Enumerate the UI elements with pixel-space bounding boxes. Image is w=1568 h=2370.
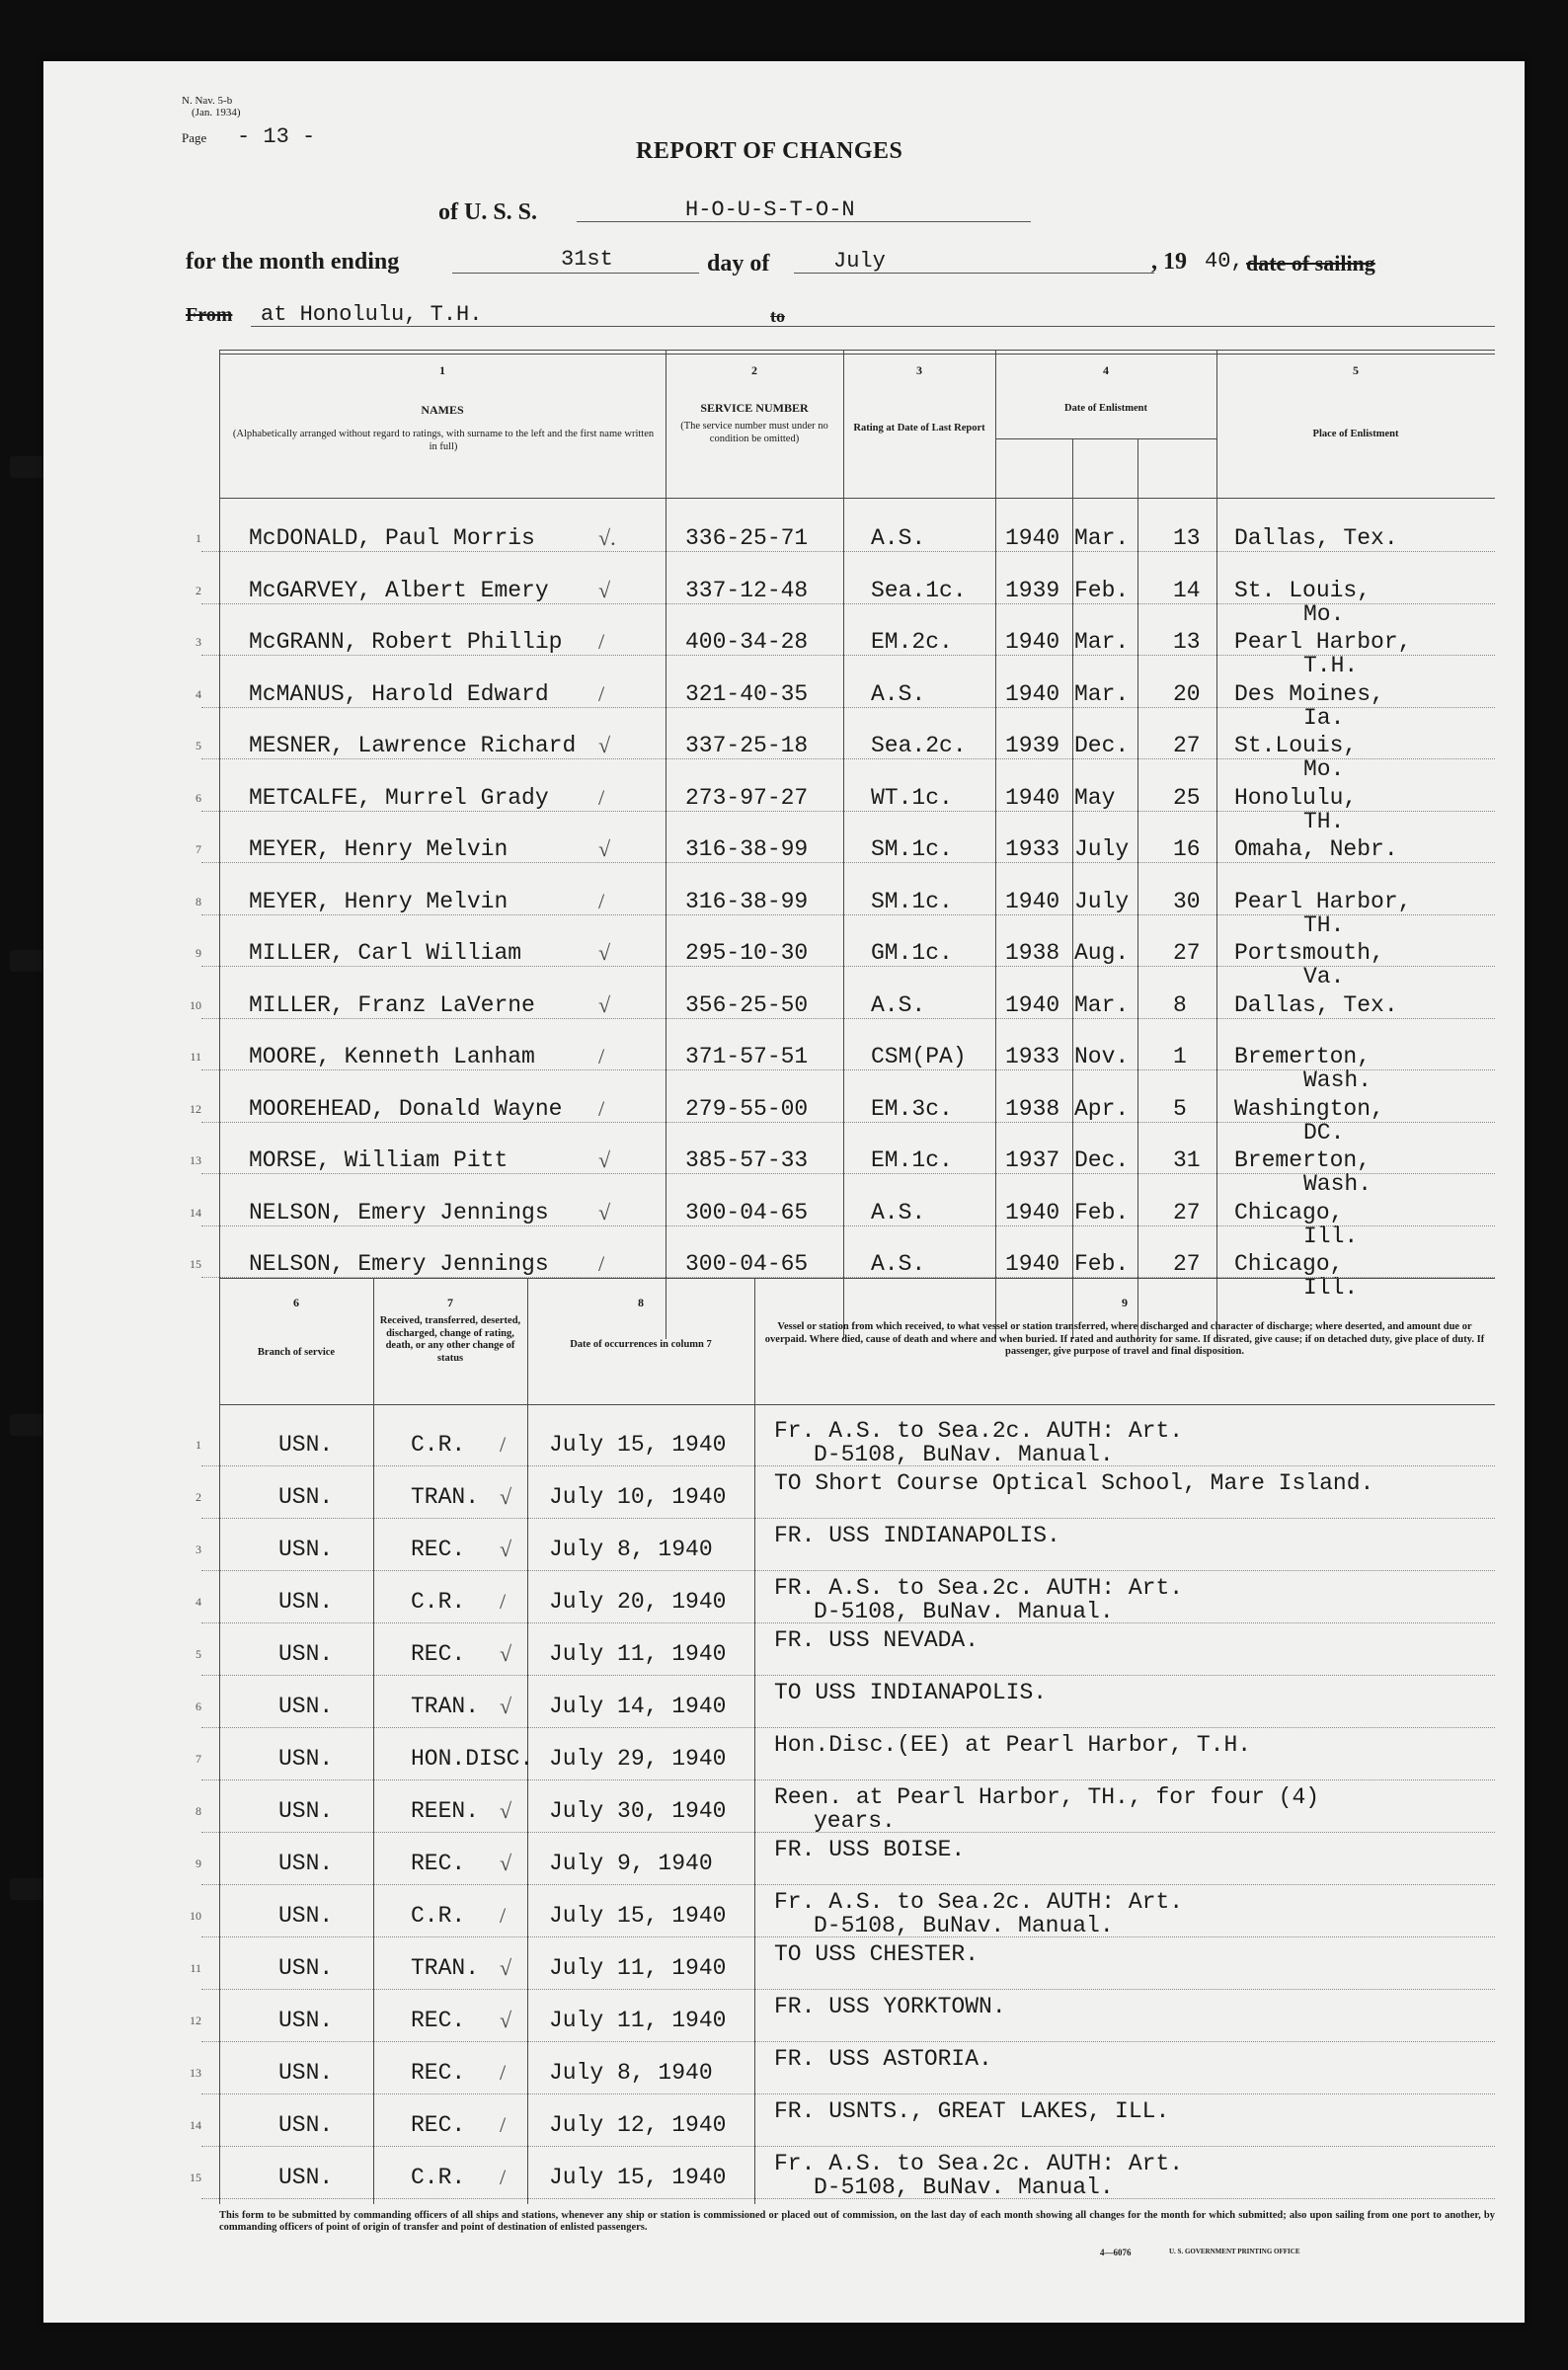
place-cell: Chicago, [1234,1199,1344,1225]
service-number-cell: 321-40-35 [685,680,809,707]
col-place-header: Place of Enlistment [1312,429,1399,439]
rating-cell: A.S. [871,1251,926,1277]
name-cell: METCALFE, Murrel Grady [249,784,549,811]
name-cell: McGRANN, Robert Phillip [249,629,563,655]
name-cell: MEYER, Henry Melvin [249,888,509,914]
check-mark: / [500,2165,507,2189]
col7-number: 7 [447,1296,453,1309]
enlist-month-cell: Mar. [1074,629,1130,655]
printer-name: U. S. GOVERNMENT PRINTING OFFICE [1169,2248,1300,2255]
branch-cell: USN. [278,1955,334,1981]
col-service-number-note: (The service number must under no condition be omitted) [680,421,828,444]
rating-cell: SM.1c. [871,836,953,862]
row-number: 15 [190,2171,201,2184]
enlist-year-cell: 1940 [1005,525,1060,551]
col6-number: 6 [293,1296,299,1309]
date-cell: July 11, 1940 [549,1641,727,1667]
name-cell: MILLER, Carl William [249,940,522,966]
from-value: at Honolulu, T.H. [261,302,483,327]
date-cell: July 8, 1940 [549,2060,713,2086]
row-number: 12 [190,2014,201,2027]
branch-cell: USN. [278,1851,334,1876]
branch-cell: USN. [278,1432,334,1458]
enlist-month-cell: Feb. [1074,1199,1130,1225]
ship-label: of U. S. S. [438,199,538,225]
enlist-day-cell: 13 [1173,525,1201,551]
remarks-cont-cell: D-5108, BuNav. Manual. [814,1913,1114,1938]
change-cell: REEN. [411,1798,480,1824]
place-cont-cell: Ill. [1303,1275,1359,1301]
report-page [43,61,1525,2323]
row-number: 11 [190,1050,201,1064]
date-cell: July 11, 1940 [549,2008,727,2033]
name-cell: MEYER, Henry Melvin [249,836,509,862]
branch-cell: USN. [278,2165,334,2190]
check-mark: √ [598,836,611,861]
name-cell: NELSON, Emery Jennings [249,1251,549,1277]
row-number: 7 [196,842,201,856]
check-mark: √ [500,1641,512,1666]
enlist-month-cell: Dec. [1074,1147,1130,1173]
enlist-day-cell: 25 [1173,784,1201,811]
place-cell: St. Louis, [1234,577,1372,603]
check-mark: √ [500,1851,512,1875]
check-mark: √ [500,2008,512,2032]
change-cell: REC. [411,1851,466,1876]
row-number: 4 [196,1595,201,1609]
change-cell: TRAN. [411,1694,480,1719]
enlist-year-cell: 1940 [1005,888,1060,914]
page-label: Page [182,130,207,145]
enlist-year-cell: 1940 [1005,1199,1060,1225]
name-cell: MILLER, Franz LaVerne [249,991,535,1018]
rating-cell: EM.2c. [871,629,953,655]
enlist-month-cell: May [1074,784,1116,811]
date-cell: July 12, 1940 [549,2112,727,2138]
check-mark: / [598,629,605,654]
enlist-month-cell: July [1074,888,1130,914]
branch-cell: USN. [278,1641,334,1667]
enlist-month-cell: Mar. [1074,991,1130,1018]
branch-cell: USN. [278,2008,334,2033]
service-number-cell: 356-25-50 [685,991,809,1018]
row-number: 13 [190,1153,201,1167]
row-number: 1 [196,1438,201,1452]
rating-cell: EM.3c. [871,1095,953,1122]
month-label: for the month ending [186,249,400,275]
remarks-cell: TO USS CHESTER. [774,1941,980,1967]
enlist-year-cell: 1938 [1005,940,1060,966]
enlist-year-cell: 1939 [1005,733,1060,758]
branch-cell: USN. [278,1537,334,1562]
row-number: 6 [196,790,201,805]
enlist-day-cell: 13 [1173,629,1201,655]
place-cell: Bremerton, [1234,1044,1372,1069]
row-number: 12 [190,1101,201,1116]
enlist-month-cell: Mar. [1074,525,1130,551]
rating-cell: EM.1c. [871,1147,953,1173]
name-cell: MORSE, William Pitt [249,1147,509,1173]
row-number: 3 [196,1542,201,1556]
row-number: 2 [196,583,201,597]
col5-number: 5 [1353,363,1359,377]
enlist-month-cell: Mar. [1074,680,1130,707]
rating-cell: A.S. [871,525,926,551]
place-cell: Chicago, [1234,1251,1344,1277]
change-cell: C.R. [411,1432,466,1458]
change-cell: C.R. [411,2165,466,2190]
check-mark: √ [500,1537,512,1561]
row-number: 1 [196,531,201,545]
name-cell: McMANUS, Harold Edward [249,680,549,707]
date-cell: July 15, 1940 [549,2165,727,2190]
branch-cell: USN. [278,1589,334,1615]
service-number-cell: 371-57-51 [685,1044,809,1069]
check-mark: / [598,888,605,913]
place-cont-cell: Wash. [1303,1067,1372,1093]
enlist-year-cell: 1938 [1005,1095,1060,1122]
check-mark: √ [598,733,611,757]
check-mark: / [500,2060,507,2085]
check-mark: √ [598,1147,611,1172]
col3-number: 3 [916,363,922,377]
remarks-cell: FR. USNTS., GREAT LAKES, ILL. [774,2098,1170,2124]
remarks-cell: TO Short Course Optical School, Mare Island. [774,1470,1374,1496]
branch-cell: USN. [278,1746,334,1772]
place-cont-cell: Ill. [1303,1223,1359,1249]
rating-cell: GM.1c. [871,940,953,966]
page-number: - 13 - [237,124,316,149]
remarks-cont-cell: D-5108, BuNav. Manual. [814,1442,1114,1467]
row-number: 3 [196,635,201,649]
row-number: 2 [196,1490,201,1504]
branch-cell: USN. [278,1694,334,1719]
name-cell: MOOREHEAD, Donald Wayne [249,1095,563,1122]
row-number: 9 [196,1856,201,1870]
enlist-day-cell: 27 [1173,733,1201,758]
rating-cell: Sea.1c. [871,577,967,603]
row-number: 11 [190,1961,201,1975]
name-cell: MESNER, Lawrence Richard [249,733,577,758]
change-cell: C.R. [411,1589,466,1615]
date-cell: July 14, 1940 [549,1694,727,1719]
check-mark: √ [598,940,611,965]
remarks-cell: Reen. at Pearl Harbor, TH., for four (4) [774,1784,1320,1810]
service-number-cell: 337-25-18 [685,733,809,758]
date-cell: July 15, 1940 [549,1903,727,1929]
place-cell: Omaha, Nebr. [1234,836,1398,862]
place-cell: Dallas, Tex. [1234,525,1398,551]
check-mark: √ [598,991,611,1017]
remarks-cont-cell: D-5108, BuNav. Manual. [814,2174,1114,2200]
enlist-day-cell: 8 [1173,991,1187,1018]
place-cont-cell: T.H. [1303,653,1359,678]
enlist-year-cell: 1933 [1005,1044,1060,1069]
remarks-cell: FR. USS BOISE. [774,1837,966,1862]
remarks-cell: TO USS INDIANAPOLIS. [774,1680,1048,1705]
date-cell: July 11, 1940 [549,1955,727,1981]
rating-cell: CSM(PA) [871,1044,967,1069]
place-cell: Honolulu, [1234,784,1358,811]
row-number: 10 [190,997,201,1012]
col1-number: 1 [439,363,445,377]
enlist-month-cell: Aug. [1074,940,1130,966]
enlist-day-cell: 1 [1173,1044,1187,1069]
place-cont-cell: DC. [1303,1119,1345,1146]
enlist-month-cell: Feb. [1074,1251,1130,1277]
check-mark: √ [500,1798,512,1823]
enlist-day-cell: 27 [1173,1251,1201,1277]
change-cell: HON.DISC. [411,1746,534,1772]
row-number: 13 [190,2066,201,2080]
branch-cell: USN. [278,2060,334,2086]
check-mark: / [500,1432,507,1457]
check-mark: / [598,680,605,706]
col-branch-header: Branch of service [257,1347,336,1358]
footer-note: This form to be submitted by commanding officers of all ships and stations, whenever any ship or station is commissioned or placed out of commission, on the last day of each month showing all changes for the month for which submitted; also upon sailing from one port to another, by commanding officers of point of origin of transfer and point of destination of enlisted passengers. [219,2210,1495,2233]
col8-number: 8 [638,1296,644,1309]
page-title: REPORT OF CHANGES [636,138,903,164]
change-cell: REC. [411,2112,466,2138]
row-number: 14 [190,2118,201,2132]
date-cell: July 15, 1940 [549,1432,727,1458]
place-cont-cell: TH. [1303,911,1345,938]
place-cont-cell: Mo. [1303,600,1345,627]
col-change-header: Received, transferred, deserted, discharged, change of rating, death, or any other change of status [379,1315,521,1364]
enlist-year-cell: 1940 [1005,629,1060,655]
row-number: 15 [190,1257,201,1271]
service-number-cell: 273-97-27 [685,784,809,811]
service-number-cell: 337-12-48 [685,577,809,603]
service-number-cell: 316-38-99 [685,836,809,862]
col2-number: 2 [751,363,757,377]
remarks-cont-cell: years. [814,1808,896,1834]
remarks-cell: FR. A.S. to Sea.2c. AUTH: Art. [774,1575,1184,1601]
rating-cell: A.S. [871,1199,926,1225]
row-number: 5 [196,739,201,752]
place-cont-cell: Mo. [1303,756,1345,782]
service-number-cell: 295-10-30 [685,940,809,966]
date-cell: July 29, 1940 [549,1746,727,1772]
branch-cell: USN. [278,1484,334,1510]
service-number-cell: 279-55-00 [685,1095,809,1122]
ship-name: H-O-U-S-T-O-N [685,198,855,222]
remarks-cell: FR. USS ASTORIA. [774,2046,992,2072]
check-mark: / [598,1095,605,1121]
place-cont-cell: Ia. [1303,704,1345,731]
from-label: From [186,304,233,326]
date-cell: July 30, 1940 [549,1798,727,1824]
col-remarks-header: Vessel or station from which received, to what vessel or station transferred, where discharged and character of discharge; where deserted, and amount due or overpaid. Where died, cause of death and where and when buried. If rated and authority for same. If disrated, give cause; if on detached duty, give place of duty. If passenger, give purpose of travel and final disposition. [764,1321,1485,1358]
place-cell: St.Louis, [1234,733,1358,758]
remarks-cell: Hon.Disc.(EE) at Pearl Harbor, T.H. [774,1732,1252,1758]
enlist-month-cell: Nov. [1074,1044,1130,1069]
enlist-day-cell: 16 [1173,836,1201,862]
name-cell: MOORE, Kenneth Lanham [249,1044,535,1069]
date-of-sailing: date of sailing [1246,251,1375,276]
year-suffix: 40, [1205,249,1244,274]
enlist-month-cell: Apr. [1074,1095,1130,1122]
service-number-cell: 336-25-71 [685,525,809,551]
change-cell: TRAN. [411,1484,480,1510]
remarks-cell: Fr. A.S. to Sea.2c. AUTH: Art. [774,2151,1184,2176]
remarks-cell: Fr. A.S. to Sea.2c. AUTH: Art. [774,1889,1184,1915]
enlist-day-cell: 30 [1173,888,1201,914]
enlist-year-cell: 1937 [1005,1147,1060,1173]
col4-number: 4 [1103,363,1109,377]
place-cell: Bremerton, [1234,1147,1372,1173]
place-cell: Washington, [1234,1095,1384,1122]
place-cont-cell: TH. [1303,808,1345,834]
row-number: 4 [196,686,201,701]
rating-cell: SM.1c. [871,888,953,914]
rating-cell: A.S. [871,991,926,1018]
enlist-year-cell: 1940 [1005,680,1060,707]
check-mark: √ [500,1955,512,1980]
remarks-cont-cell: D-5108, BuNav. Manual. [814,1599,1114,1624]
col-date-header: Date of occurrences in column 7 [570,1339,712,1350]
month-value: July [833,249,886,274]
change-cell: TRAN. [411,1955,480,1981]
date-cell: July 9, 1940 [549,1851,713,1876]
enlist-year-cell: 1933 [1005,836,1060,862]
name-cell: McDONALD, Paul Morris [249,525,535,551]
rating-cell: A.S. [871,680,926,707]
branch-cell: USN. [278,2112,334,2138]
date-cell: July 10, 1940 [549,1484,727,1510]
check-mark: / [598,1251,605,1276]
row-number: 14 [190,1205,201,1220]
row-number: 9 [196,946,201,960]
enlist-day-cell: 27 [1173,1199,1201,1225]
service-number-cell: 300-04-65 [685,1251,809,1277]
place-cell: Pearl Harbor, [1234,629,1412,655]
enlist-day-cell: 20 [1173,680,1201,707]
change-cell: REC. [411,2060,466,2086]
row-number: 7 [196,1752,201,1766]
row-number: 10 [190,1909,201,1923]
change-cell: REC. [411,2008,466,2033]
day-of-label: day of [707,251,770,276]
check-mark: √ [598,577,611,602]
place-cell: Des Moines, [1234,680,1384,707]
enlist-year-cell: 1940 [1005,1251,1060,1277]
enlist-month-cell: Dec. [1074,733,1130,758]
remarks-cell: FR. USS NEVADA. [774,1627,980,1653]
enlist-month-cell: July [1074,836,1130,862]
service-number-cell: 400-34-28 [685,629,809,655]
change-cell: REC. [411,1641,466,1667]
branch-cell: USN. [278,1903,334,1929]
name-cell: McGARVEY, Albert Emery [249,577,549,603]
to-label: to [770,306,785,326]
date-cell: July 8, 1940 [549,1537,713,1562]
check-mark: / [500,1903,507,1928]
remarks-cell: FR. USS YORKTOWN. [774,1994,1006,2019]
place-cell: Pearl Harbor, [1234,888,1412,914]
service-number-cell: 385-57-33 [685,1147,809,1173]
check-mark: / [500,2112,507,2137]
service-number-cell: 300-04-65 [685,1199,809,1225]
year-prefix: , 19 [1151,249,1187,275]
enlist-day-cell: 27 [1173,940,1201,966]
rating-cell: Sea.2c. [871,733,967,758]
check-mark: √ [598,1199,611,1224]
place-cont-cell: Wash. [1303,1171,1372,1197]
enlist-year-cell: 1939 [1005,577,1060,603]
check-mark: √ [500,1484,512,1509]
enlist-year-cell: 1940 [1005,991,1060,1018]
col-rating-header: Rating at Date of Last Report [853,423,985,434]
date-cell: July 20, 1940 [549,1589,727,1615]
check-mark: / [500,1589,507,1614]
enlist-day-cell: 5 [1173,1095,1187,1122]
change-cell: REC. [411,1537,466,1562]
col-service-number-header: SERVICE NUMBER [700,401,809,415]
rating-cell: WT.1c. [871,784,953,811]
check-mark: √. [598,525,616,550]
place-cont-cell: Va. [1303,964,1345,989]
form-code: N. Nav. 5-b (Jan. 1934) [182,95,241,118]
change-cell: C.R. [411,1903,466,1929]
enlist-year-cell: 1940 [1005,784,1060,811]
day-value: 31st [561,247,613,272]
branch-cell: USN. [278,1798,334,1824]
remarks-cell: Fr. A.S. to Sea.2c. AUTH: Art. [774,1418,1184,1444]
place-cell: Portsmouth, [1234,940,1384,966]
name-cell: NELSON, Emery Jennings [249,1199,549,1225]
remarks-cell: FR. USS INDIANAPOLIS. [774,1523,1060,1548]
enlist-month-cell: Feb. [1074,577,1130,603]
row-number: 5 [196,1647,201,1661]
row-number: 6 [196,1699,201,1713]
col-names-note: (Alphabetically arranged without regard to ratings, with surname to the left and the first name written in full) [232,429,655,452]
col-enlistment-header: Date of Enlistment [1064,403,1147,414]
check-mark: √ [500,1694,512,1718]
service-number-cell: 316-38-99 [685,888,809,914]
check-mark: / [598,784,605,810]
check-mark: / [598,1044,605,1068]
row-number: 8 [196,1804,201,1818]
col9-number: 9 [1122,1296,1128,1309]
row-number: 8 [196,894,201,908]
enlist-day-cell: 14 [1173,577,1201,603]
col-names-header: NAMES [421,403,464,417]
enlist-day-cell: 31 [1173,1147,1201,1173]
place-cell: Dallas, Tex. [1234,991,1398,1018]
print-code: 4—6076 [1100,2248,1132,2257]
